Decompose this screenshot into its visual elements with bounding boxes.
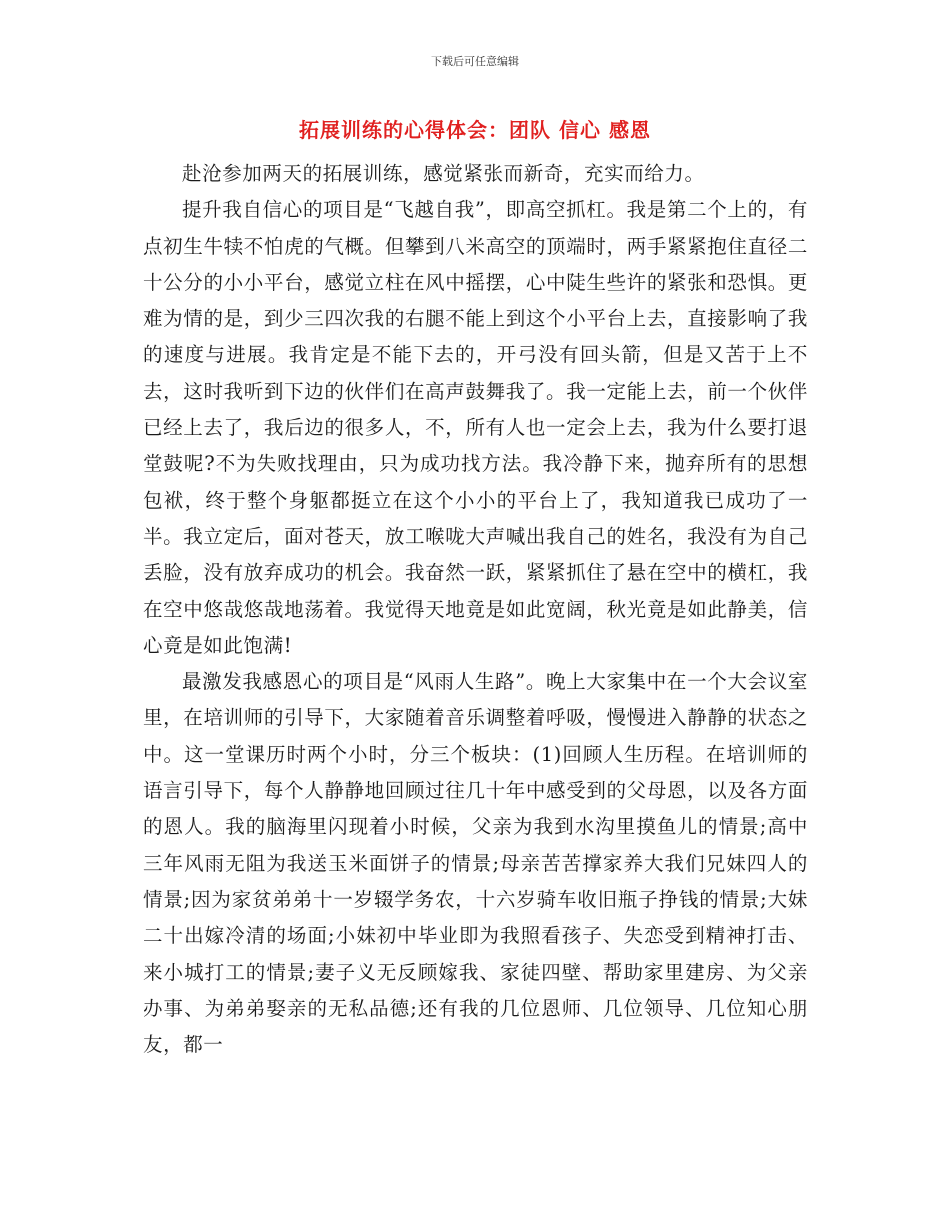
page-header: 下载后可任意编辑 bbox=[431, 55, 519, 68]
paragraph: 最激发我感恩心的项目是“风雨人生路”。晚上大家集中在一个大会议室里，在培训师的引导下，大家随着音乐调整着呼吸，慢慢进入静静的状态之中。这一堂课历时两个小时，分三个板块：(1)回顾人生历程。在培训师的语言引导下，每个人静静地回顾过往几十年中感受到的父母恩，以及各方面的恩人。我的脑海里闪现着小时候，父亲为我到水沟里摸鱼儿的情景;高中三年风雨无阻为我送玉米面饼子的情景;母亲苦苦撑家养大我们兄妹四人的情景;因为家贫弟弟十一岁辍学务农，十六岁骑车收旧瓶子挣钱的情景;大妹二十出嫁冷清的场面;小妹初中毕业即为我照看孩子、失恋受到精神打击、来小城打工的情景;妻子义无反顾嫁我、家徒四壁、帮助家里建房、为父亲办事、为弟弟娶亲的无私品德;还有我的几位恩师、几位领导、几位知心朋友，都一 bbox=[143, 670, 808, 1057]
document-title: 拓展训练的心得体会：团队 信心 感恩 bbox=[299, 118, 651, 142]
document-body bbox=[143, 156, 808, 1063]
paragraph: 提升我自信心的项目是“飞越自我”，即高空抓杠。我是第二个上的，有点初生牛犊不怕虎的气概。但攀到八米高空的顶端时，两手紧紧抱住直径二十公分的小小平台，感觉立柱在风中摇摆，心中陡生些许的紧张和恐惧。更难为情的是，到少三四次我的右腿不能上到这个小平台上去，直接影响了我的速度与进展。我肯定是不能下去的，开弓没有回头箭，但是又苦于上不去，这时我听到下边的伙伴们在高声鼓舞我了。我一定能上去，前一个伙伴已经上去了，我后边的很多人，不，所有人也一定会上去，我为什么要打退堂鼓呢?不为失败找理由，只为成功找方法。我冷静下来，抛弃所有的思想包袱，终于整个身躯都挺立在这个小小的平台上了，我知道我已成功了一半。我立定后，面对苍天，放工喉咙大声喊出我自己的姓名，我没有为自己丢脸，没有放弃成功的机会。我奋然一跃，紧紧抓住了悬在空中的横杠，我在空中悠哉悠哉地荡着。我觉得天地竟是如此宽阔，秋光竟是如此静美，信心竟是如此饱满! bbox=[143, 198, 808, 657]
paragraph: 赴沧参加两天的拓展训练，感觉紧张而新奇，充实而给力。 bbox=[182, 162, 705, 185]
